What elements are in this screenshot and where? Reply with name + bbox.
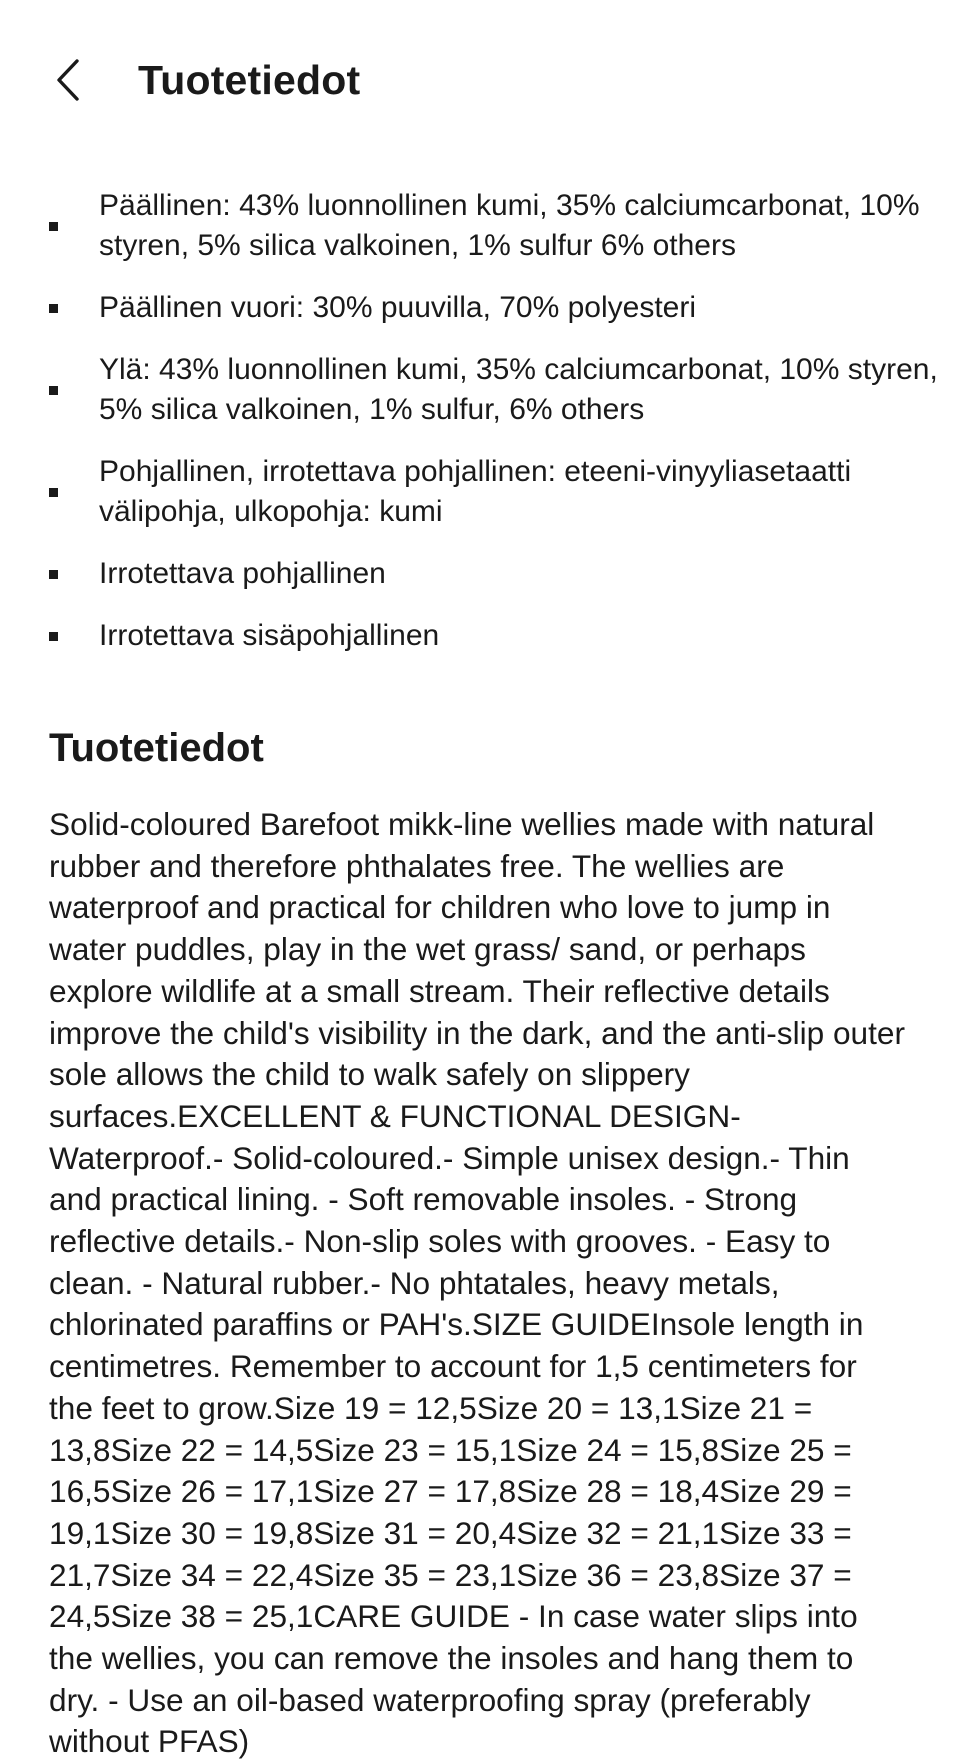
bullet-icon [49, 488, 58, 497]
material-text: Päällinen: 43% luonnollinen kumi, 35% calciumcarbonat, 10% styren, 5% silica valkoinen, 1% sulfur 6% others [99, 189, 920, 262]
material-text: Päällinen vuori: 30% puuvilla, 70% polyesteri [99, 291, 697, 324]
bullet-icon [49, 570, 58, 579]
material-text: Pohjallinen, irrotettava pohjallinen: eteeni-vinyyliasetaatti välipohja, ulkopohja: kumi [99, 455, 852, 528]
section-title: Tuotetiedot [49, 726, 264, 770]
materials-list [0, 186, 960, 656]
list-item [0, 350, 960, 430]
bullet-icon [49, 632, 58, 641]
list-item [0, 616, 960, 656]
page-title: Tuotetiedot [138, 57, 361, 103]
bullet-icon [49, 386, 58, 395]
list-item [0, 186, 960, 266]
list-item [0, 554, 960, 594]
bullet-icon [49, 222, 58, 231]
list-item [0, 452, 960, 532]
material-text: Irrotettava sisäpohjallinen [99, 619, 440, 652]
back-button[interactable] [44, 52, 92, 108]
chevron-left-icon [53, 57, 83, 103]
material-text: Ylä: 43% luonnollinen kumi, 35% calciumcarbonat, 10% styren, 5% silica valkoinen, 1% sulfur, 6% others [99, 353, 938, 426]
material-text: Irrotettava pohjallinen [99, 557, 386, 590]
top-app-bar [0, 0, 960, 160]
bullet-icon [49, 304, 58, 313]
product-description: Solid-coloured Barefoot mikk-line wellies made with natural rubber and therefore phthalates free. The wellies are waterproof and practical for children who love to jump in water puddles, play in the wet grass/ sand, or perhaps explore wildlife at a small stream. Their reflective details improve the child's visibility in the dark, and the anti-slip outer sole allows the child to walk safely on slippery surfaces.EXCELLENT & FUNCTIONAL DESIGN- Waterproof.- Solid-coloured.- Simple unisex design.- Thin and practical lining. - Soft removable insoles. - Strong reflective details.- Non-slip soles with grooves. - Easy to clean. - Natural rubber.- No phtatales, heavy metals, chlorinated paraffins or PAH's.SIZE GUIDEInsole length in centimetres. Remember to account for 1,5 centimeters for the feet to grow.Size 19 = 12,5Size 20 = 13,1Size 21 = 13,8Size 22 = 14,5Size 23 = 15,1Size 24 = 15,8Size 25 = 16,5Size 26 = 17,1Size 27 = 17,8Size 28 = 18,4Size 29 = 19,1Size 30 = 19,8Size 31 = 20,4Size 32 = 21,1Size 33 = 21,7Size 34 = 22,4Size 35 = 23,1Size 36 = 23,8Size 37 = 24,5Size 38 = 25,1CARE GUIDE - In case water slips into the wellies, you can remove the insoles and hang them to dry. - Use an oil-based waterproofing spray (preferably without PFAS) [49, 806, 905, 1760]
list-item [0, 288, 960, 328]
